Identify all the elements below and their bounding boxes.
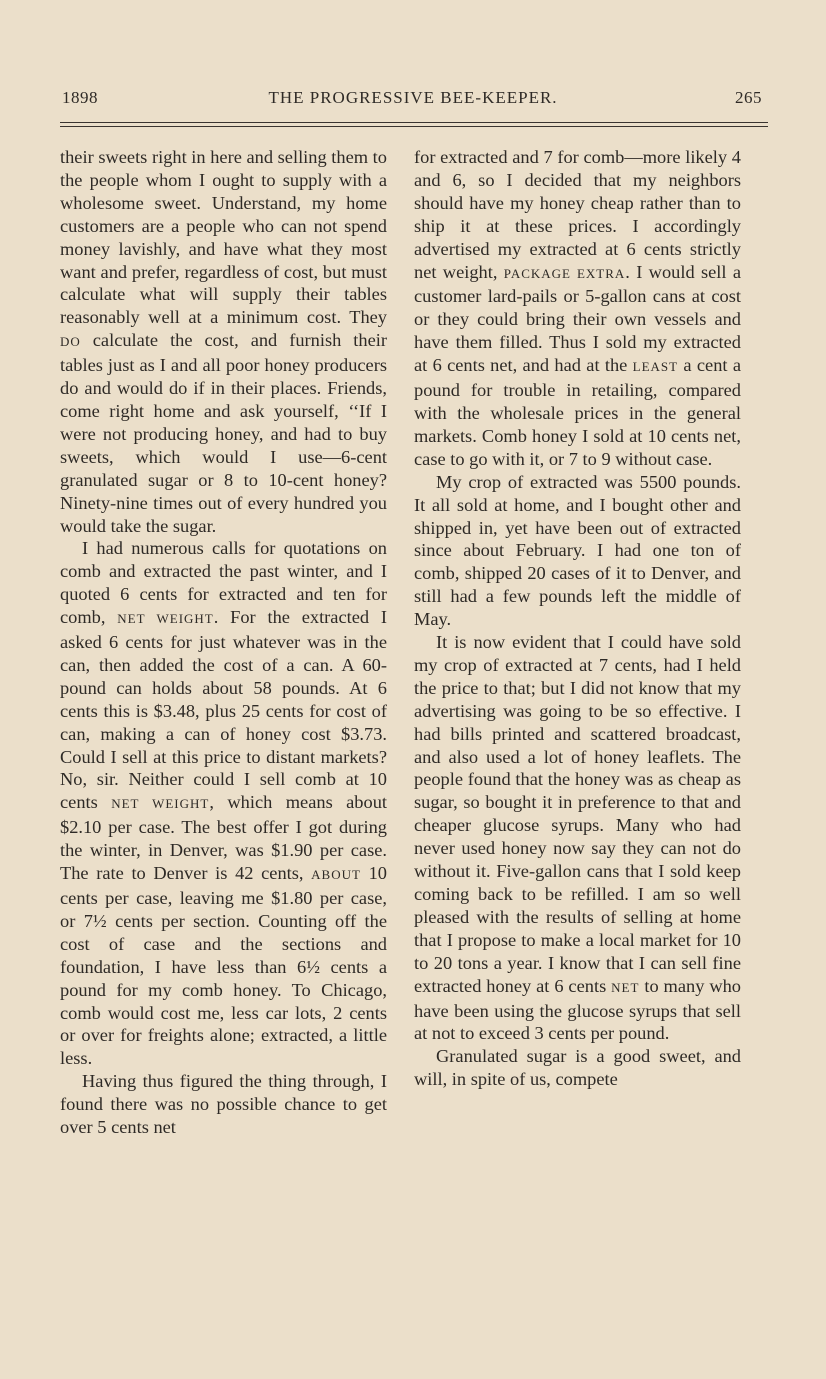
left-column — [60, 146, 387, 1139]
header-year: 1898 — [62, 88, 98, 107]
right-column — [414, 146, 741, 1091]
paragraph: their sweets right in here and selling them to the people whom I ought to supply with a wholesome sweet. Understand, my home customers are a people who can not spend money lavishly, and have what they most want and prefer, regardless of cost, but must calculate what will supply their tables reasonably well at a minimum cost. They DO calculate the cost, and furnish their tables just as I and all poor honey producers do and would do if in their places. Friends, come right home and ask yourself, ‘‘If I were not producing honey, and had to buy sweets, which would I use—6-cent granulated sugar or 8 to 10-cent honey? Ninety-nine times out of every hundred you would take the sugar. — [60, 147, 387, 536]
paragraph: My crop of extracted was 5500 pounds. It all sold at home, and I bought other and shipped in, yet have been out of extracted since about February. I had one ton of comb, shipped 20 cases of it to Denver, and still had a few pounds left the middle of May. — [414, 471, 741, 630]
header-rule-bottom — [60, 126, 768, 127]
paragraph: I had numerous calls for quotations on comb and extracted the past winter, and I quoted 6 cents for extracted and ten for comb, NET WEIGHT. For the extracted I asked 6 cents for just whatever was in the can, then added the cost of a can. A 60-pound can holds about 58 pounds. At 6 cents this is $3.48, plus 25 cents for cost of can, making a can of honey cost $3.73. Could I sell at this price to distant markets? No, sir. Neither could I sell comb at 10 cents NET WEIGHT, which means about $2.10 per case. The best offer I got during the winter, in Denver, was $1.90 per case. The rate to Denver is 42 cents, ABOUT 10 cents per case, leaving me $1.80 per case, or 7½ cents per section. Counting off the cost of case and the sections and foundation, I have less than 6½ cents a pound for my comb honey. To Chicago, comb would cost me, less car lots, 2 cents or over for freights alone; extracted, a little less. — [60, 538, 388, 1069]
header-rule-top — [60, 122, 768, 123]
page-number: 265 — [735, 88, 762, 107]
paragraph: Granulated sugar is a good sweet, and will, in spite of us, compete — [414, 1046, 741, 1090]
paragraph: for extracted and 7 for comb—more likely 4 and 6, so I decided that my neighbors should have my honey cheap rather than to ship it at these prices. I accordingly advertised my extracted at 6 cents strictly net weight, PACKAGE EXTRA. I would sell a customer lard-pails or 5-gallon cans at cost or they could bring their own vessels and have them filled. Thus I sold my extracted at 6 cents net, and had at the LEAST a cent a pound for trouble in retailing, compared with the wholesale prices in the general markets. Comb honey I sold at 10 cents net, case to go with it, or 7 to 9 without case. — [414, 147, 741, 469]
paragraph: It is now evident that I could have sold my crop of extracted at 7 cents, had I held the price to that; but I did not know that my advertising was going to be so effective. I had bills printed and scattered broadcast, and also used a lot of honey leaflets. The people found that the honey was as cheap as sugar, so bought it in preference to that and cheaper glucose syrups. Many who had never used honey now say they can not do without it. Five-gallon cans that I sold keep coming back to be refilled. I am so well pleased with the results of selling at home that I propose to make a local market for 10 to 20 tons a year. I know that I can sell fine extracted honey at 6 cents NET to many who have been using the glucose syrups that sell at not to exceed 3 cents per pound. — [414, 632, 741, 1044]
running-header — [58, 88, 768, 112]
paragraph: Having thus figured the thing through, I found there was no possible chance to get over 5 cents net — [60, 1071, 387, 1138]
header-title: THE PROGRESSIVE BEE-KEEPER. — [268, 88, 558, 107]
